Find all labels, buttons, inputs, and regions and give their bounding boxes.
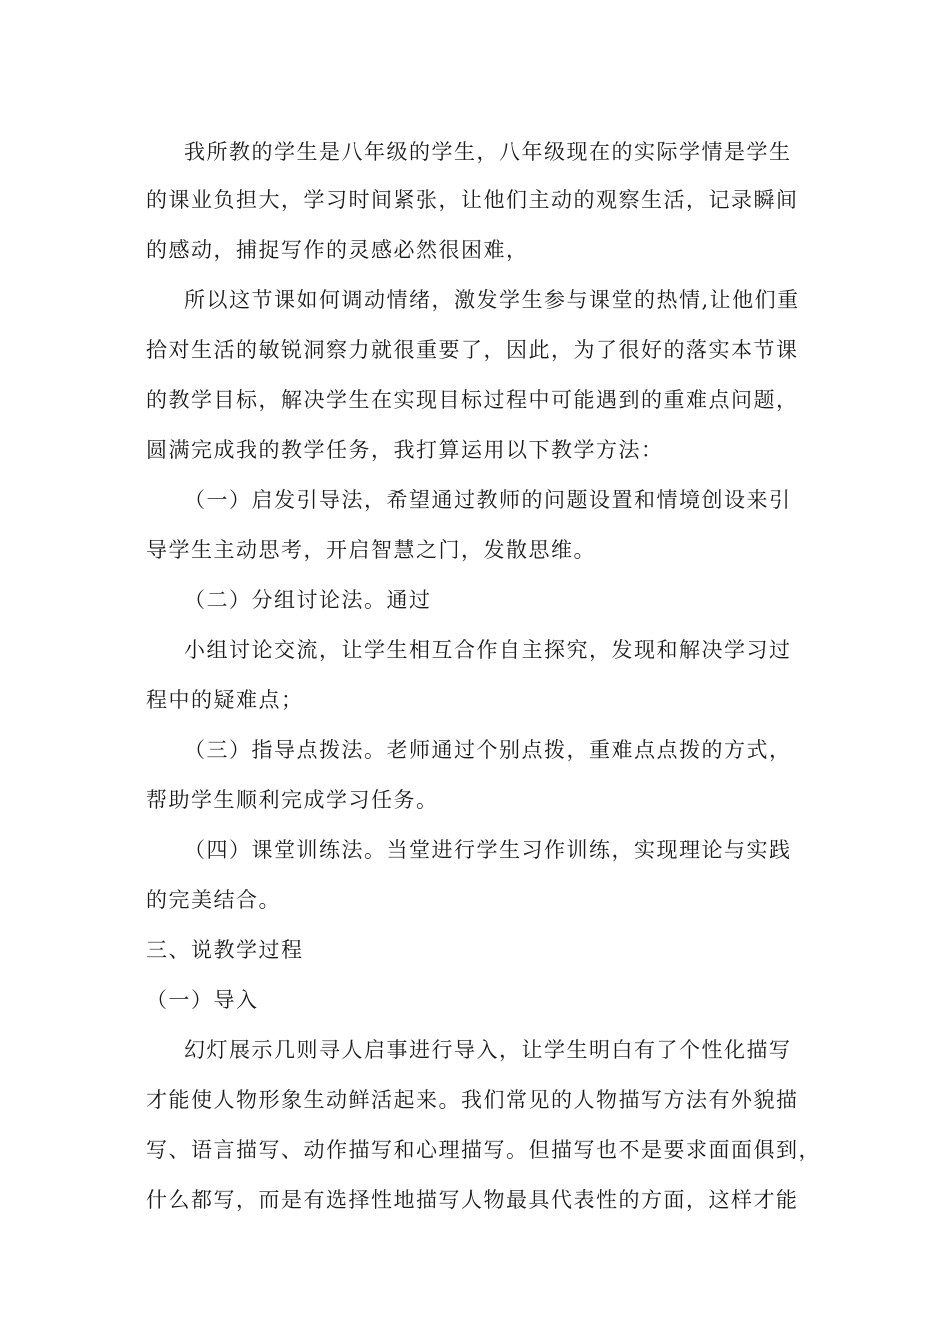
text-line: 我所教的学生是八年级的学生，八年级现在的实际学情是学生 — [184, 140, 792, 164]
text-line: （四）课堂训练法。当堂进行学生习作训练，实现理论与实践 — [184, 838, 792, 862]
subsection-heading: （一）导入 — [146, 988, 259, 1012]
text-line: 程中的疑难点； — [146, 688, 304, 712]
text-line: （一）启发引导法，希望通过教师的问题设置和情境创设来引 — [184, 488, 792, 512]
text-line: （二）分组讨论法。通过 — [184, 588, 432, 612]
text-line: 的感动，捕捉写作的灵感必然很困难， — [146, 238, 529, 262]
text-line: 幻灯展示几则寻人启事进行导入，让学生明白有了个性化描写 — [184, 1038, 792, 1062]
text-line: 帮助学生顺利完成学习任务。 — [146, 788, 439, 812]
text-line: 圆满完成我的教学任务，我打算运用以下教学方法： — [146, 438, 664, 462]
text-line: 小组讨论交流，让学生相互合作自主探究，发现和解决学习过 — [184, 638, 792, 662]
text-line: 导学生主动思考，开启智慧之门，发散思维。 — [146, 538, 596, 562]
section-heading: 三、说教学过程 — [146, 938, 304, 962]
text-line: 什么都写，而是有选择性地描写人物最具代表性的方面，这样才能 — [146, 1188, 799, 1212]
text-line: 写、语言描写、动作描写和心理描写。但描写也不是要求面面俱到， — [146, 1138, 821, 1162]
text-line: 所以这节课如何调动情绪，激发学生参与课堂的热情,让他们重 — [184, 288, 800, 312]
text-line: 拾对生活的敏锐洞察力就很重要了，因此，为了很好的落实本节课 — [146, 338, 799, 362]
text-line: 才能使人物形象生动鲜活起来。我们常见的人物描写方法有外貌描 — [146, 1088, 799, 1112]
text-line: 的完美结合。 — [146, 888, 281, 912]
text-line: （三）指导点拨法。老师通过个别点拨，重难点点拨的方式， — [184, 738, 792, 762]
text-line: 的课业负担大，学习时间紧张，让他们主动的观察生活，记录瞬间 — [146, 188, 799, 212]
text-line: 的教学目标，解决学生在实现目标过程中可能遇到的重难点问题， — [146, 388, 799, 412]
